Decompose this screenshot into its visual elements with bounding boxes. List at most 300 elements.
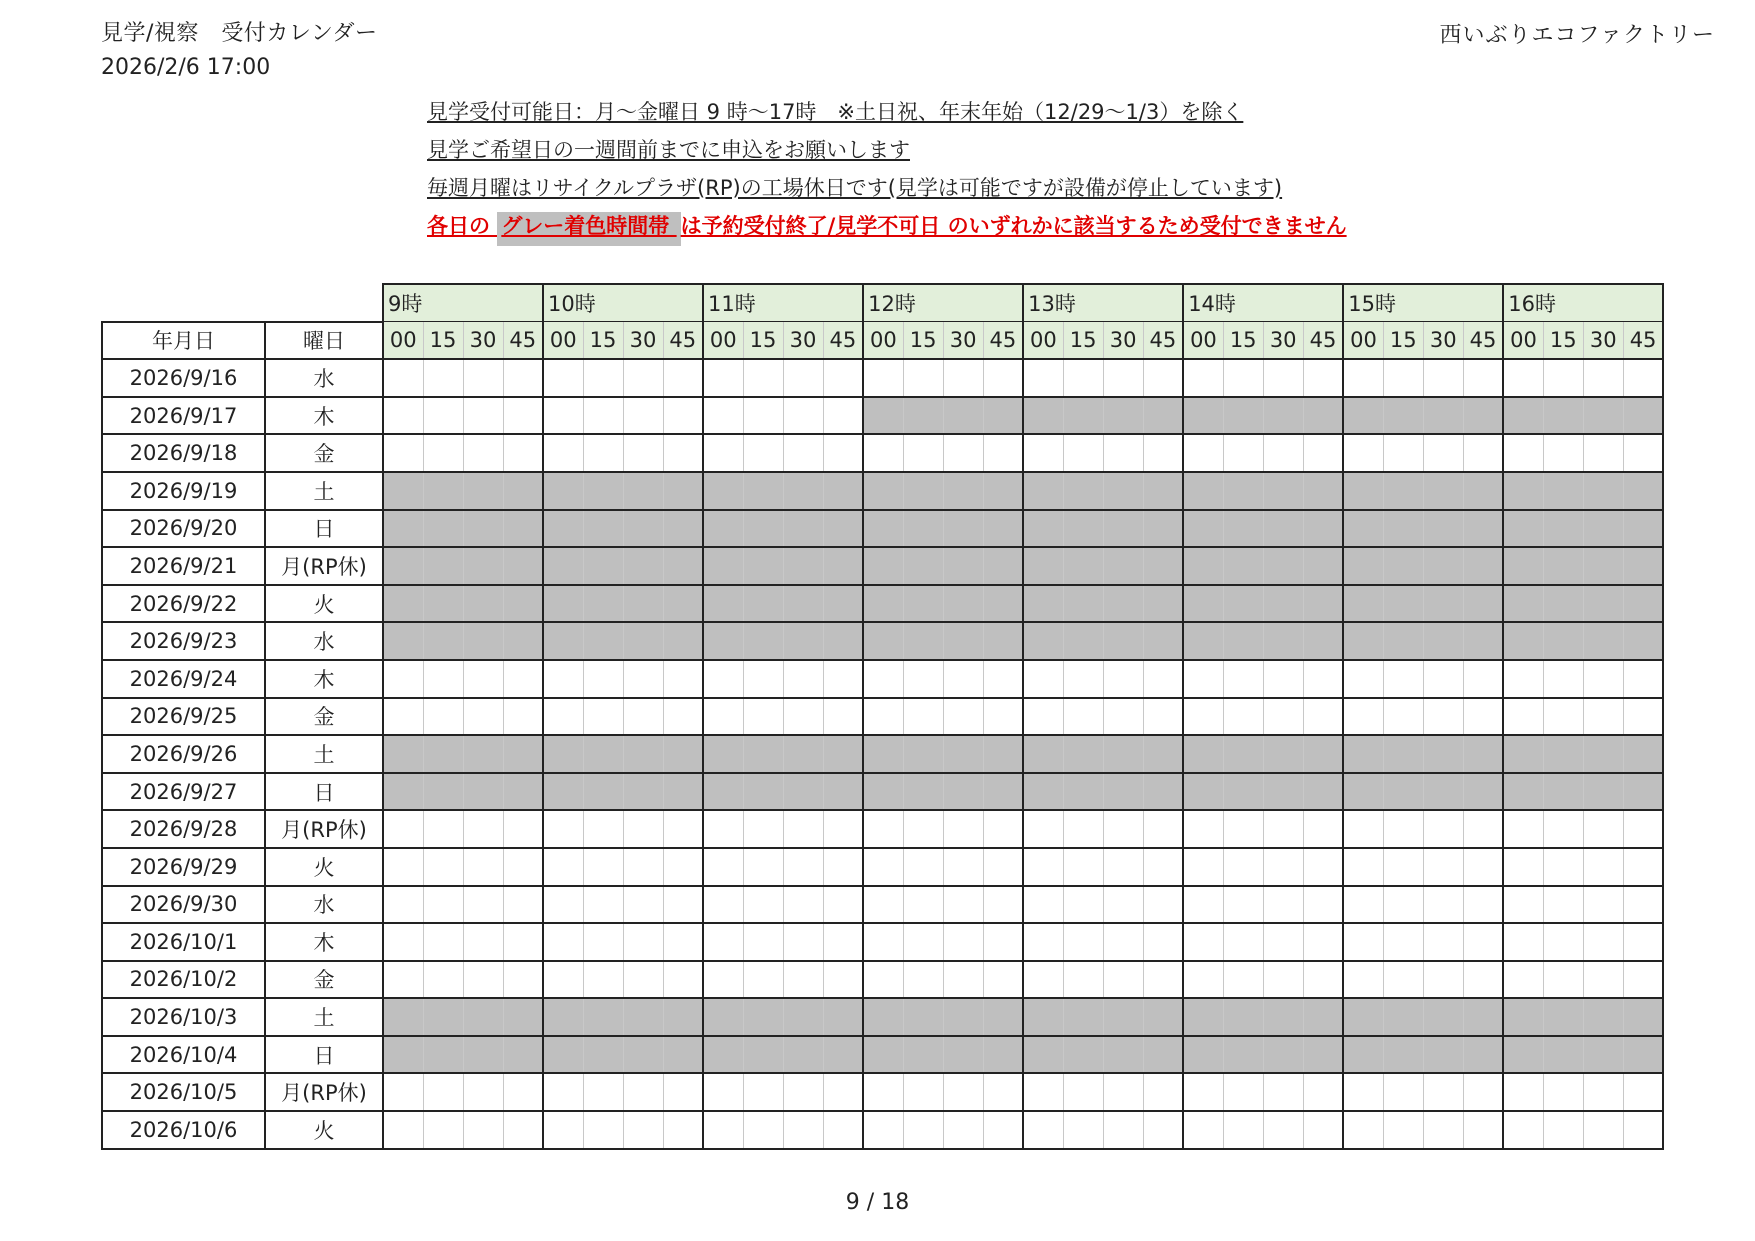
available-slot [543,923,583,961]
unavailable-slot [1223,1036,1263,1074]
unavailable-slot [1543,510,1583,548]
available-slot [1103,660,1143,698]
available-slot [1263,698,1303,736]
available-slot [1263,886,1303,924]
available-slot [1543,359,1583,397]
available-slot [703,923,743,961]
unavailable-slot [1023,998,1063,1036]
available-slot [823,1111,863,1149]
available-slot [583,1111,623,1149]
table-row [102,923,1663,961]
available-slot [863,698,903,736]
table-row [102,961,1663,999]
available-slot [1183,660,1223,698]
unavailable-slot [703,510,743,548]
available-slot [1583,923,1623,961]
unavailable-slot [583,547,623,585]
available-slot [1383,848,1423,886]
available-slot [503,434,543,472]
available-slot [823,961,863,999]
minute-header-00: 00 [703,322,743,360]
unavailable-slot [1103,510,1143,548]
unavailable-slot [703,585,743,623]
available-slot [663,886,703,924]
available-slot [1463,848,1503,886]
available-slot [1423,1111,1463,1149]
available-slot [503,848,543,886]
available-slot [1583,1111,1623,1149]
available-slot [543,660,583,698]
unavailable-slot [983,622,1023,660]
unavailable-slot [1103,735,1143,773]
available-slot [783,1111,823,1149]
unavailable-slot [823,1036,863,1074]
available-slot [543,698,583,736]
row-date: 2026/10/1 [102,923,265,961]
table-row [102,735,1663,773]
row-weekday: 日 [265,510,383,548]
available-slot [703,698,743,736]
unavailable-slot [1103,622,1143,660]
unavailable-slot [1343,1036,1383,1074]
available-slot [1063,810,1103,848]
available-slot [783,961,823,999]
available-slot [503,1111,543,1149]
unavailable-slot [1183,397,1223,435]
available-slot [1583,698,1623,736]
unavailable-slot [703,622,743,660]
unavailable-slot [623,1036,663,1074]
available-slot [383,923,423,961]
available-slot [1303,848,1343,886]
available-slot [1503,923,1543,961]
available-slot [1223,810,1263,848]
unavailable-slot [1023,773,1063,811]
available-slot [1103,923,1143,961]
available-slot [423,886,463,924]
minute-header-00: 00 [1023,322,1063,360]
available-slot [903,698,943,736]
unavailable-slot [1183,735,1223,773]
table-row [102,547,1663,585]
notice-available-days: 見学受付可能日：月～金曜日 9 時～17時 ※土日祝、年末年始（12/29～1/3）を除く [427,100,1244,124]
unavailable-slot [663,547,703,585]
unavailable-slot [703,472,743,510]
unavailable-slot [903,397,943,435]
unavailable-slot [1263,585,1303,623]
available-slot [703,660,743,698]
available-slot [463,1111,503,1149]
available-slot [1343,1073,1383,1111]
minute-header-45: 45 [503,322,543,360]
available-slot [1343,923,1383,961]
row-weekday: 金 [265,961,383,999]
available-slot [1063,1111,1103,1149]
available-slot [743,397,783,435]
available-slot [863,359,903,397]
unavailable-slot [1623,735,1663,773]
available-slot [823,886,863,924]
available-slot [1063,434,1103,472]
available-slot [1143,434,1183,472]
available-slot [663,660,703,698]
available-slot [543,397,583,435]
unavailable-slot [1503,622,1543,660]
available-slot [783,1073,823,1111]
unavailable-slot [1303,397,1343,435]
available-slot [903,886,943,924]
unavailable-slot [903,998,943,1036]
available-slot [943,1111,983,1149]
available-slot [1343,359,1383,397]
minute-header-45: 45 [1143,322,1183,360]
notice-grey-prefix: 各日の [427,214,498,238]
available-slot [1263,961,1303,999]
available-slot [623,359,663,397]
available-slot [623,961,663,999]
unavailable-slot [383,510,423,548]
hour-header-4: 13時 [1023,284,1183,322]
available-slot [583,810,623,848]
unavailable-slot [1103,998,1143,1036]
available-slot [1383,961,1423,999]
unavailable-slot [823,735,863,773]
available-slot [1303,1073,1343,1111]
row-date: 2026/9/18 [102,434,265,472]
available-slot [463,961,503,999]
unavailable-slot [863,735,903,773]
available-slot [783,810,823,848]
table-row [102,773,1663,811]
unavailable-slot [1263,1036,1303,1074]
available-slot [463,810,503,848]
available-slot [1583,434,1623,472]
row-date: 2026/9/24 [102,660,265,698]
unavailable-slot [663,773,703,811]
minute-header-15: 15 [583,322,623,360]
table-row [102,510,1663,548]
available-slot [863,660,903,698]
hour-header-2: 11時 [703,284,863,322]
available-slot [463,848,503,886]
unavailable-slot [783,622,823,660]
unavailable-slot [503,773,543,811]
available-slot [863,923,903,961]
available-slot [1463,886,1503,924]
available-slot [1543,886,1583,924]
unavailable-slot [1303,585,1343,623]
available-slot [903,810,943,848]
minute-header-30: 30 [1423,322,1463,360]
available-slot [1303,923,1343,961]
notice-application-deadline: 見学ご希望日の一週間前までに申込をお願いします [427,138,910,162]
row-weekday: 水 [265,886,383,924]
available-slot [1583,961,1623,999]
unavailable-slot [1583,547,1623,585]
unavailable-slot [1623,998,1663,1036]
unavailable-slot [1223,510,1263,548]
available-slot [503,923,543,961]
available-slot [1343,434,1383,472]
available-slot [1063,1073,1103,1111]
unavailable-slot [423,622,463,660]
available-slot [1463,698,1503,736]
available-slot [863,848,903,886]
unavailable-slot [383,547,423,585]
available-slot [383,961,423,999]
unavailable-slot [863,998,903,1036]
unavailable-slot [1263,998,1303,1036]
row-date: 2026/10/3 [102,998,265,1036]
available-slot [623,660,663,698]
available-slot [1103,848,1143,886]
available-slot [1263,434,1303,472]
hour-header-1: 10時 [543,284,703,322]
available-slot [1303,810,1343,848]
table-row [102,1036,1663,1074]
available-slot [703,886,743,924]
document-datetime: 2026/2/6 17:00 [101,55,271,80]
available-slot [1063,698,1103,736]
available-slot [1183,848,1223,886]
available-slot [1303,1111,1343,1149]
unavailable-slot [863,622,903,660]
unavailable-slot [703,735,743,773]
unavailable-slot [1183,998,1223,1036]
unavailable-slot [1143,735,1183,773]
available-slot [743,886,783,924]
unavailable-slot [823,622,863,660]
unavailable-slot [783,735,823,773]
organization-name: 西いぶりエコファクトリー [1439,23,1715,48]
unavailable-slot [1583,1036,1623,1074]
available-slot [783,397,823,435]
available-slot [903,434,943,472]
unavailable-slot [743,472,783,510]
available-slot [1463,660,1503,698]
unavailable-slot [943,472,983,510]
unavailable-slot [1343,472,1383,510]
unavailable-slot [1463,585,1503,623]
available-slot [1383,923,1423,961]
unavailable-slot [863,585,903,623]
available-slot [1183,923,1223,961]
unavailable-slot [1303,1036,1343,1074]
unavailable-slot [1503,998,1543,1036]
available-slot [1623,1111,1663,1149]
available-slot [623,923,663,961]
unavailable-slot [703,1036,743,1074]
unavailable-slot [503,1036,543,1074]
available-slot [503,698,543,736]
available-slot [1263,1073,1303,1111]
unavailable-slot [1183,510,1223,548]
available-slot [1103,810,1143,848]
minute-header-30: 30 [1583,322,1623,360]
table-row [102,848,1663,886]
minute-header-45: 45 [1463,322,1503,360]
available-slot [463,397,503,435]
available-slot [943,698,983,736]
unavailable-slot [423,773,463,811]
unavailable-slot [1423,547,1463,585]
unavailable-slot [1583,472,1623,510]
row-weekday: 土 [265,998,383,1036]
unavailable-slot [743,622,783,660]
table-row [102,1073,1663,1111]
available-slot [1343,810,1383,848]
unavailable-slot [503,472,543,510]
available-slot [663,698,703,736]
unavailable-slot [743,773,783,811]
unavailable-slot [423,472,463,510]
row-date: 2026/9/30 [102,886,265,924]
header-blank-cell [102,284,383,322]
notice-grey-slots [427,210,1347,240]
available-slot [823,698,863,736]
unavailable-slot [383,735,423,773]
available-slot [1463,1073,1503,1111]
row-weekday: 木 [265,397,383,435]
unavailable-slot [1543,773,1583,811]
available-slot [983,434,1023,472]
available-slot [1303,434,1343,472]
available-slot [423,359,463,397]
available-slot [543,848,583,886]
row-weekday: 月(RP休) [265,547,383,585]
unavailable-slot [1583,397,1623,435]
available-slot [1023,886,1063,924]
available-slot [583,660,623,698]
unavailable-slot [863,773,903,811]
unavailable-slot [583,1036,623,1074]
available-slot [1063,886,1103,924]
available-slot [1023,810,1063,848]
available-slot [383,660,423,698]
unavailable-slot [583,622,623,660]
unavailable-slot [943,622,983,660]
available-slot [423,1073,463,1111]
unavailable-slot [1503,510,1543,548]
available-slot [623,810,663,848]
available-slot [663,810,703,848]
unavailable-slot [863,397,903,435]
unavailable-slot [943,1036,983,1074]
unavailable-slot [743,1036,783,1074]
unavailable-slot [863,1036,903,1074]
available-slot [423,961,463,999]
minute-header-00: 00 [1183,322,1223,360]
unavailable-slot [1063,735,1103,773]
available-slot [583,359,623,397]
available-slot [783,848,823,886]
available-slot [903,1073,943,1111]
available-slot [1543,1073,1583,1111]
minute-header-30: 30 [943,322,983,360]
unavailable-slot [903,1036,943,1074]
row-date: 2026/9/20 [102,510,265,548]
available-slot [463,359,503,397]
available-slot [1103,434,1143,472]
unavailable-slot [1383,510,1423,548]
unavailable-slot [1263,622,1303,660]
available-slot [463,1073,503,1111]
row-weekday: 月(RP休) [265,1073,383,1111]
row-weekday: 水 [265,359,383,397]
unavailable-slot [1623,547,1663,585]
available-slot [1503,434,1543,472]
unavailable-slot [1423,510,1463,548]
unavailable-slot [1263,510,1303,548]
unavailable-slot [1343,510,1383,548]
available-slot [1423,810,1463,848]
available-slot [1143,810,1183,848]
unavailable-slot [1343,585,1383,623]
available-slot [703,1111,743,1149]
available-slot [1583,810,1623,848]
available-slot [1263,1111,1303,1149]
unavailable-slot [983,397,1023,435]
available-slot [383,698,423,736]
available-slot [623,1111,663,1149]
unavailable-slot [983,998,1023,1036]
unavailable-slot [623,510,663,548]
weekday-column-header: 曜日 [265,322,383,360]
minute-header-15: 15 [743,322,783,360]
available-slot [1143,698,1183,736]
available-slot [423,810,463,848]
unavailable-slot [1583,585,1623,623]
available-slot [1223,359,1263,397]
available-slot [1463,434,1503,472]
minute-header-45: 45 [983,322,1023,360]
unavailable-slot [1583,998,1623,1036]
available-slot [983,698,1023,736]
available-slot [703,397,743,435]
available-slot [1223,434,1263,472]
table-row [102,660,1663,698]
unavailable-slot [903,510,943,548]
unavailable-slot [1103,547,1143,585]
available-slot [1183,698,1223,736]
unavailable-slot [1143,472,1183,510]
row-date: 2026/10/4 [102,1036,265,1074]
available-slot [903,848,943,886]
minute-header-15: 15 [1223,322,1263,360]
available-slot [783,886,823,924]
unavailable-slot [1543,622,1583,660]
unavailable-slot [943,397,983,435]
row-weekday: 日 [265,773,383,811]
unavailable-slot [1383,547,1423,585]
available-slot [1303,961,1343,999]
available-slot [1023,1073,1063,1111]
unavailable-slot [823,472,863,510]
unavailable-slot [743,547,783,585]
available-slot [1543,1111,1583,1149]
unavailable-slot [1103,472,1143,510]
unavailable-slot [583,585,623,623]
unavailable-slot [1623,622,1663,660]
available-slot [1263,660,1303,698]
unavailable-slot [1183,472,1223,510]
available-slot [863,886,903,924]
unavailable-slot [983,773,1023,811]
unavailable-slot [943,773,983,811]
unavailable-slot [1223,547,1263,585]
unavailable-slot [663,1036,703,1074]
minute-header-30: 30 [623,322,663,360]
